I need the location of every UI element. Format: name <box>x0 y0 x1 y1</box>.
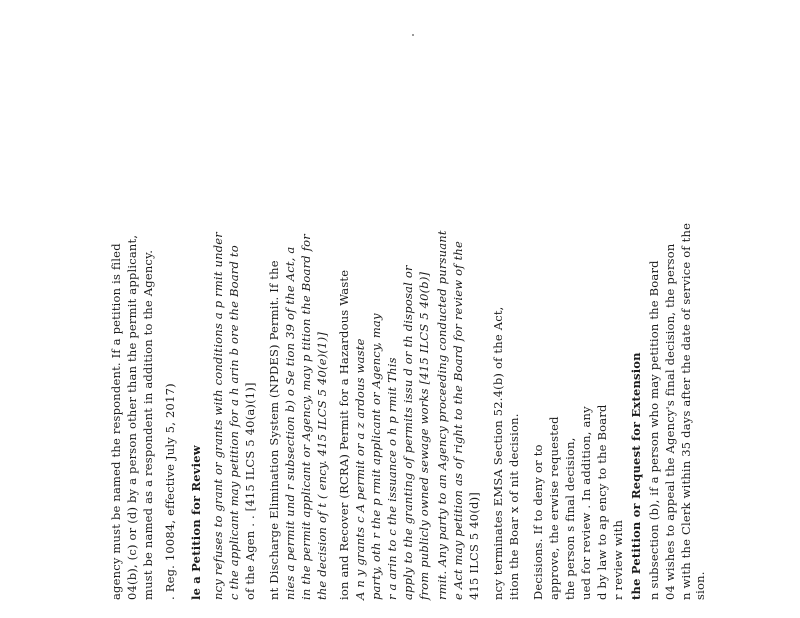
body-line: the person s final decision, <box>563 437 577 600</box>
body-line: ncy terminates EMSA Section 52.4(b) of the Act, <box>491 306 505 600</box>
body-line: ncy refuses to grant or grants with conditions a p rmit under <box>211 232 225 600</box>
source-note: . Reg. 10084, effective July 5, 2017) <box>163 383 177 600</box>
body-line: Decisions. If to deny or to <box>531 444 545 600</box>
body-line: 04 wishes to appeal the Agency's final decision, the person <box>663 243 677 600</box>
body-line: r review with <box>611 519 625 600</box>
body-line: 415 ILCS 5 40(d)] <box>467 492 481 600</box>
body-line: nies a permit und r subsection b) o Se tion 39 of the Act, a <box>283 246 297 600</box>
body-line: ition the Boar x of nit decision. <box>507 413 521 600</box>
body-line: nt Discharge Elimination System (NPDES) Permit. If the <box>267 260 281 600</box>
body-line: must be named as a respondent in addition to the Agency. <box>141 249 155 600</box>
body-line: in the permit applicant or Agency, may p tition the Board for <box>299 234 313 600</box>
body-line: d by law to ap ency to the Board <box>595 404 609 600</box>
body-line: the decision of t ( ency. 415 ILCS 5 40(e)(1)] <box>315 331 329 600</box>
body-line: n subsection (b), if a person who may petition the Board <box>647 260 661 600</box>
section-heading: le a Petition for Review <box>189 445 203 600</box>
body-line: from publicly owned sewage works [415 ILCS 5 40(b)] <box>417 271 431 600</box>
body-line: sion. <box>693 571 707 600</box>
body-line: of the Agen . . [415 ILCS 5 40(a)(1)] <box>243 382 257 600</box>
body-line: agency must be named the respondent. If a petition is filed <box>109 243 123 600</box>
body-line: r a arin to c the issuance o h p rmit This <box>385 357 399 600</box>
body-line: party, oth r the p rmit applicant or Agency, may <box>369 313 383 600</box>
scan-speck <box>412 34 414 36</box>
body-line: ued for review . In addition, any <box>579 406 593 600</box>
body-line: c the applicant may petition for a h arin b ore the Board to <box>227 245 241 600</box>
body-line: apply to the granting of permits issu d or th disposal or <box>401 265 415 600</box>
section-heading: the Petition or Request for Extension <box>629 352 643 600</box>
body-line: rmit. Any party to an Agency proceeding conducted pursuant <box>435 230 449 600</box>
body-line: n with the Clerk within 35 days after the date of service of the <box>679 222 693 600</box>
body-line: e Act may petition as of right to the Board for review of the <box>451 240 465 600</box>
body-line: 04(b), (c) or (d) by a person other than the permit applicant, <box>125 234 139 600</box>
body-line: ion and Recover (RCRA) Permit for a Hazardous Waste <box>337 269 351 600</box>
body-line: approve, the erwise requested <box>547 416 561 600</box>
body-line: A n y grants c A permit or a z ardous waste <box>353 338 367 600</box>
rotated-document-page <box>100 120 707 600</box>
